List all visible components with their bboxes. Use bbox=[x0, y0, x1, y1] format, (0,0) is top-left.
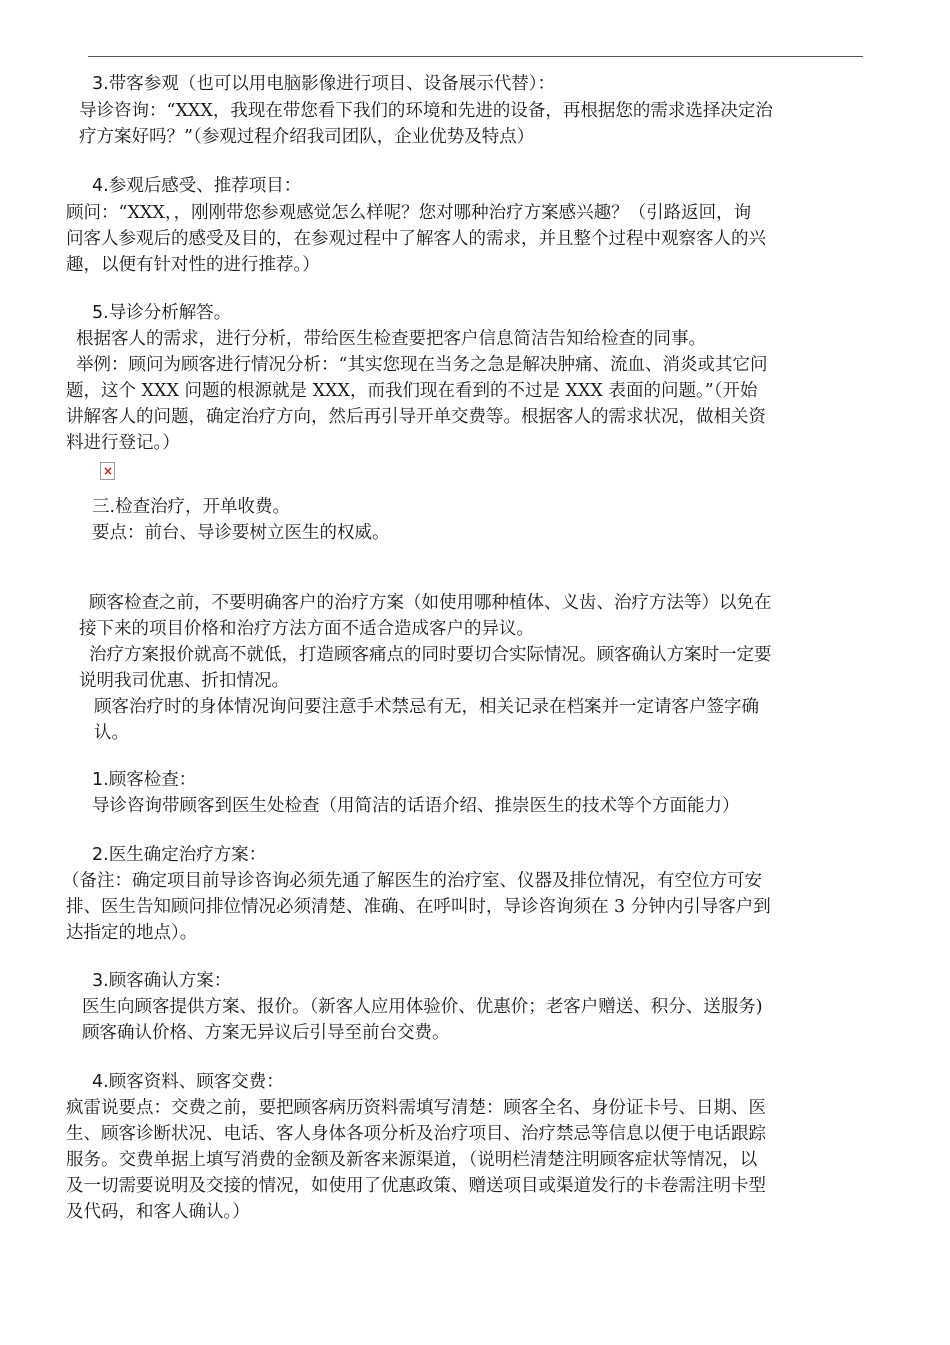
paragraph-line: 疯雷说要点：交费之前，要把顾客病历资料需填写清楚：顾客全名、身份证卡号、日期、医 bbox=[66, 1098, 766, 1118]
paragraph-line: 举例：顾问为顾客进行情况分析：“其实您现在当务之急是解决肿痛、流血、消炎或其它问 bbox=[76, 355, 768, 375]
paragraph-line: 认。 bbox=[94, 723, 129, 743]
section-number: 4. bbox=[92, 176, 109, 196]
section-number: 5. bbox=[92, 303, 109, 323]
paragraph-line: 顾客检查之前，不要明确客户的治疗方案（如使用哪种植体、义齿、治疗方法等）以免在 bbox=[89, 593, 772, 613]
paragraph-line: 医生向顾客提供方案、报价。（新客人应用体验价、优惠价；老客户赠送、积分、送服务) bbox=[82, 997, 763, 1017]
paragraph-line: 及一切需要说明及交接的情况，如使用了优惠政策、赠送项目或渠道发行的卡卷需注明卡型 bbox=[66, 1176, 766, 1196]
paragraph-line: 趣，以便有针对性的进行推荐。） bbox=[66, 255, 320, 275]
check-2-heading bbox=[92, 842, 266, 868]
section-title: 导诊分析解答。 bbox=[108, 303, 232, 323]
section-4-heading bbox=[92, 173, 301, 199]
paragraph-line: 题，这个 XXX 问题的根源就是 XXX，而我们现在看到的不过是 XXX 表面的问题。”（开始 bbox=[66, 381, 758, 401]
part-3-title: 三.检查治疗，开单收费。 bbox=[92, 497, 291, 517]
header-rule bbox=[88, 56, 863, 57]
paragraph-line: 料进行登记。） bbox=[66, 433, 180, 453]
section-title: 带客参观（也可以用电脑影像进行项目、设备展示代替）： bbox=[108, 74, 555, 94]
check-4-heading bbox=[92, 1069, 284, 1095]
paragraph-line: 问客人参观后的感受及目的，在参观过程中了解客人的需求，并且整个过程中观察客人的兴 bbox=[66, 229, 766, 249]
section-number: 2. bbox=[92, 845, 109, 865]
section-number: 3. bbox=[92, 971, 109, 991]
paragraph-line: 疗方案好吗？”（参观过程介绍我司团队，企业优势及特点） bbox=[79, 127, 535, 147]
part-3-keypoint: 要点：前台、导诊要树立医生的权威。 bbox=[92, 523, 390, 543]
paragraph-line: 顾问：“XXX，，刚刚带您参观感觉怎么样呢？您对哪种治疗方案感兴趣？（引路返回，询 bbox=[66, 203, 752, 223]
check-1-heading bbox=[92, 767, 196, 793]
paragraph-line: 及代码，和客人确认。） bbox=[66, 1202, 250, 1222]
paragraph-line: 讲解客人的问题，确定治疗方向，然后再引导开单交费等。根据客人的需求状况，做相关资 bbox=[66, 407, 766, 427]
broken-image-icon: × bbox=[100, 462, 115, 480]
paragraph-line: 说明我司优惠、折扣情况。 bbox=[79, 671, 289, 691]
section-number: 1. bbox=[92, 770, 109, 790]
paragraph-line: 排、医生告知顾问排位情况必须清楚、准确、在呼叫时，导诊咨询须在 3 分钟内引导客户到 bbox=[66, 897, 771, 917]
paragraph-line: 达指定的地点）。 bbox=[66, 923, 198, 943]
paragraph-line: 顾客治疗时的身体情况询问要注意手术禁忌有无，相关记录在档案并一定请客户签字确 bbox=[94, 697, 759, 717]
paragraph-line: 接下来的项目价格和治疗方法方面不适合造成客户的异议。 bbox=[79, 619, 534, 639]
section-number: 3. bbox=[92, 74, 109, 94]
section-5-heading bbox=[92, 300, 231, 326]
paragraph-line: 导诊咨询：“XXX，我现在带您看下我们的环境和先进的设备，再根据您的需求选择决定治 bbox=[79, 101, 773, 121]
paragraph-line: 生、顾客诊断状况、电话、客人身体各项分析及治疗项目、治疗禁忌等信息以便于电话跟踪 bbox=[66, 1124, 766, 1144]
section-title: 医生确定治疗方案： bbox=[108, 845, 267, 865]
section-number: 4. bbox=[92, 1072, 109, 1092]
section-title: 顾客资料、顾客交费： bbox=[108, 1072, 284, 1092]
section-title: 顾客确认方案： bbox=[108, 971, 232, 991]
paragraph-line: 服务。交费单据上填写消费的金额及新客来源渠道，（说明栏清楚注明顾客症状等情况，以 bbox=[66, 1150, 758, 1170]
paragraph-line: 根据客人的需求，进行分析，带给医生检查要把客户信息简洁告知给检查的同事。 bbox=[76, 329, 706, 349]
section-title: 参观后感受、推荐项目： bbox=[108, 176, 302, 196]
paragraph-line: 导诊咨询带顾客到医生处检查（用简洁的话语介绍、推崇医生的技术等个方面能力） bbox=[92, 796, 740, 816]
paragraph-line: 治疗方案报价就高不就低，打造顾客痛点的同时要切合实际情况。顾客确认方案时一定要 bbox=[89, 645, 772, 665]
paragraph-line: 顾客确认价格、方案无异议后引导至前台交费。 bbox=[82, 1023, 450, 1043]
section-3-heading bbox=[92, 71, 555, 97]
check-3-heading bbox=[92, 968, 231, 994]
paragraph-line: （备注：确定项目前导诊咨询必须先通了解医生的治疗室、仪器及排位情况，有空位方可安 bbox=[62, 871, 762, 891]
section-title: 顾客检查： bbox=[108, 770, 197, 790]
